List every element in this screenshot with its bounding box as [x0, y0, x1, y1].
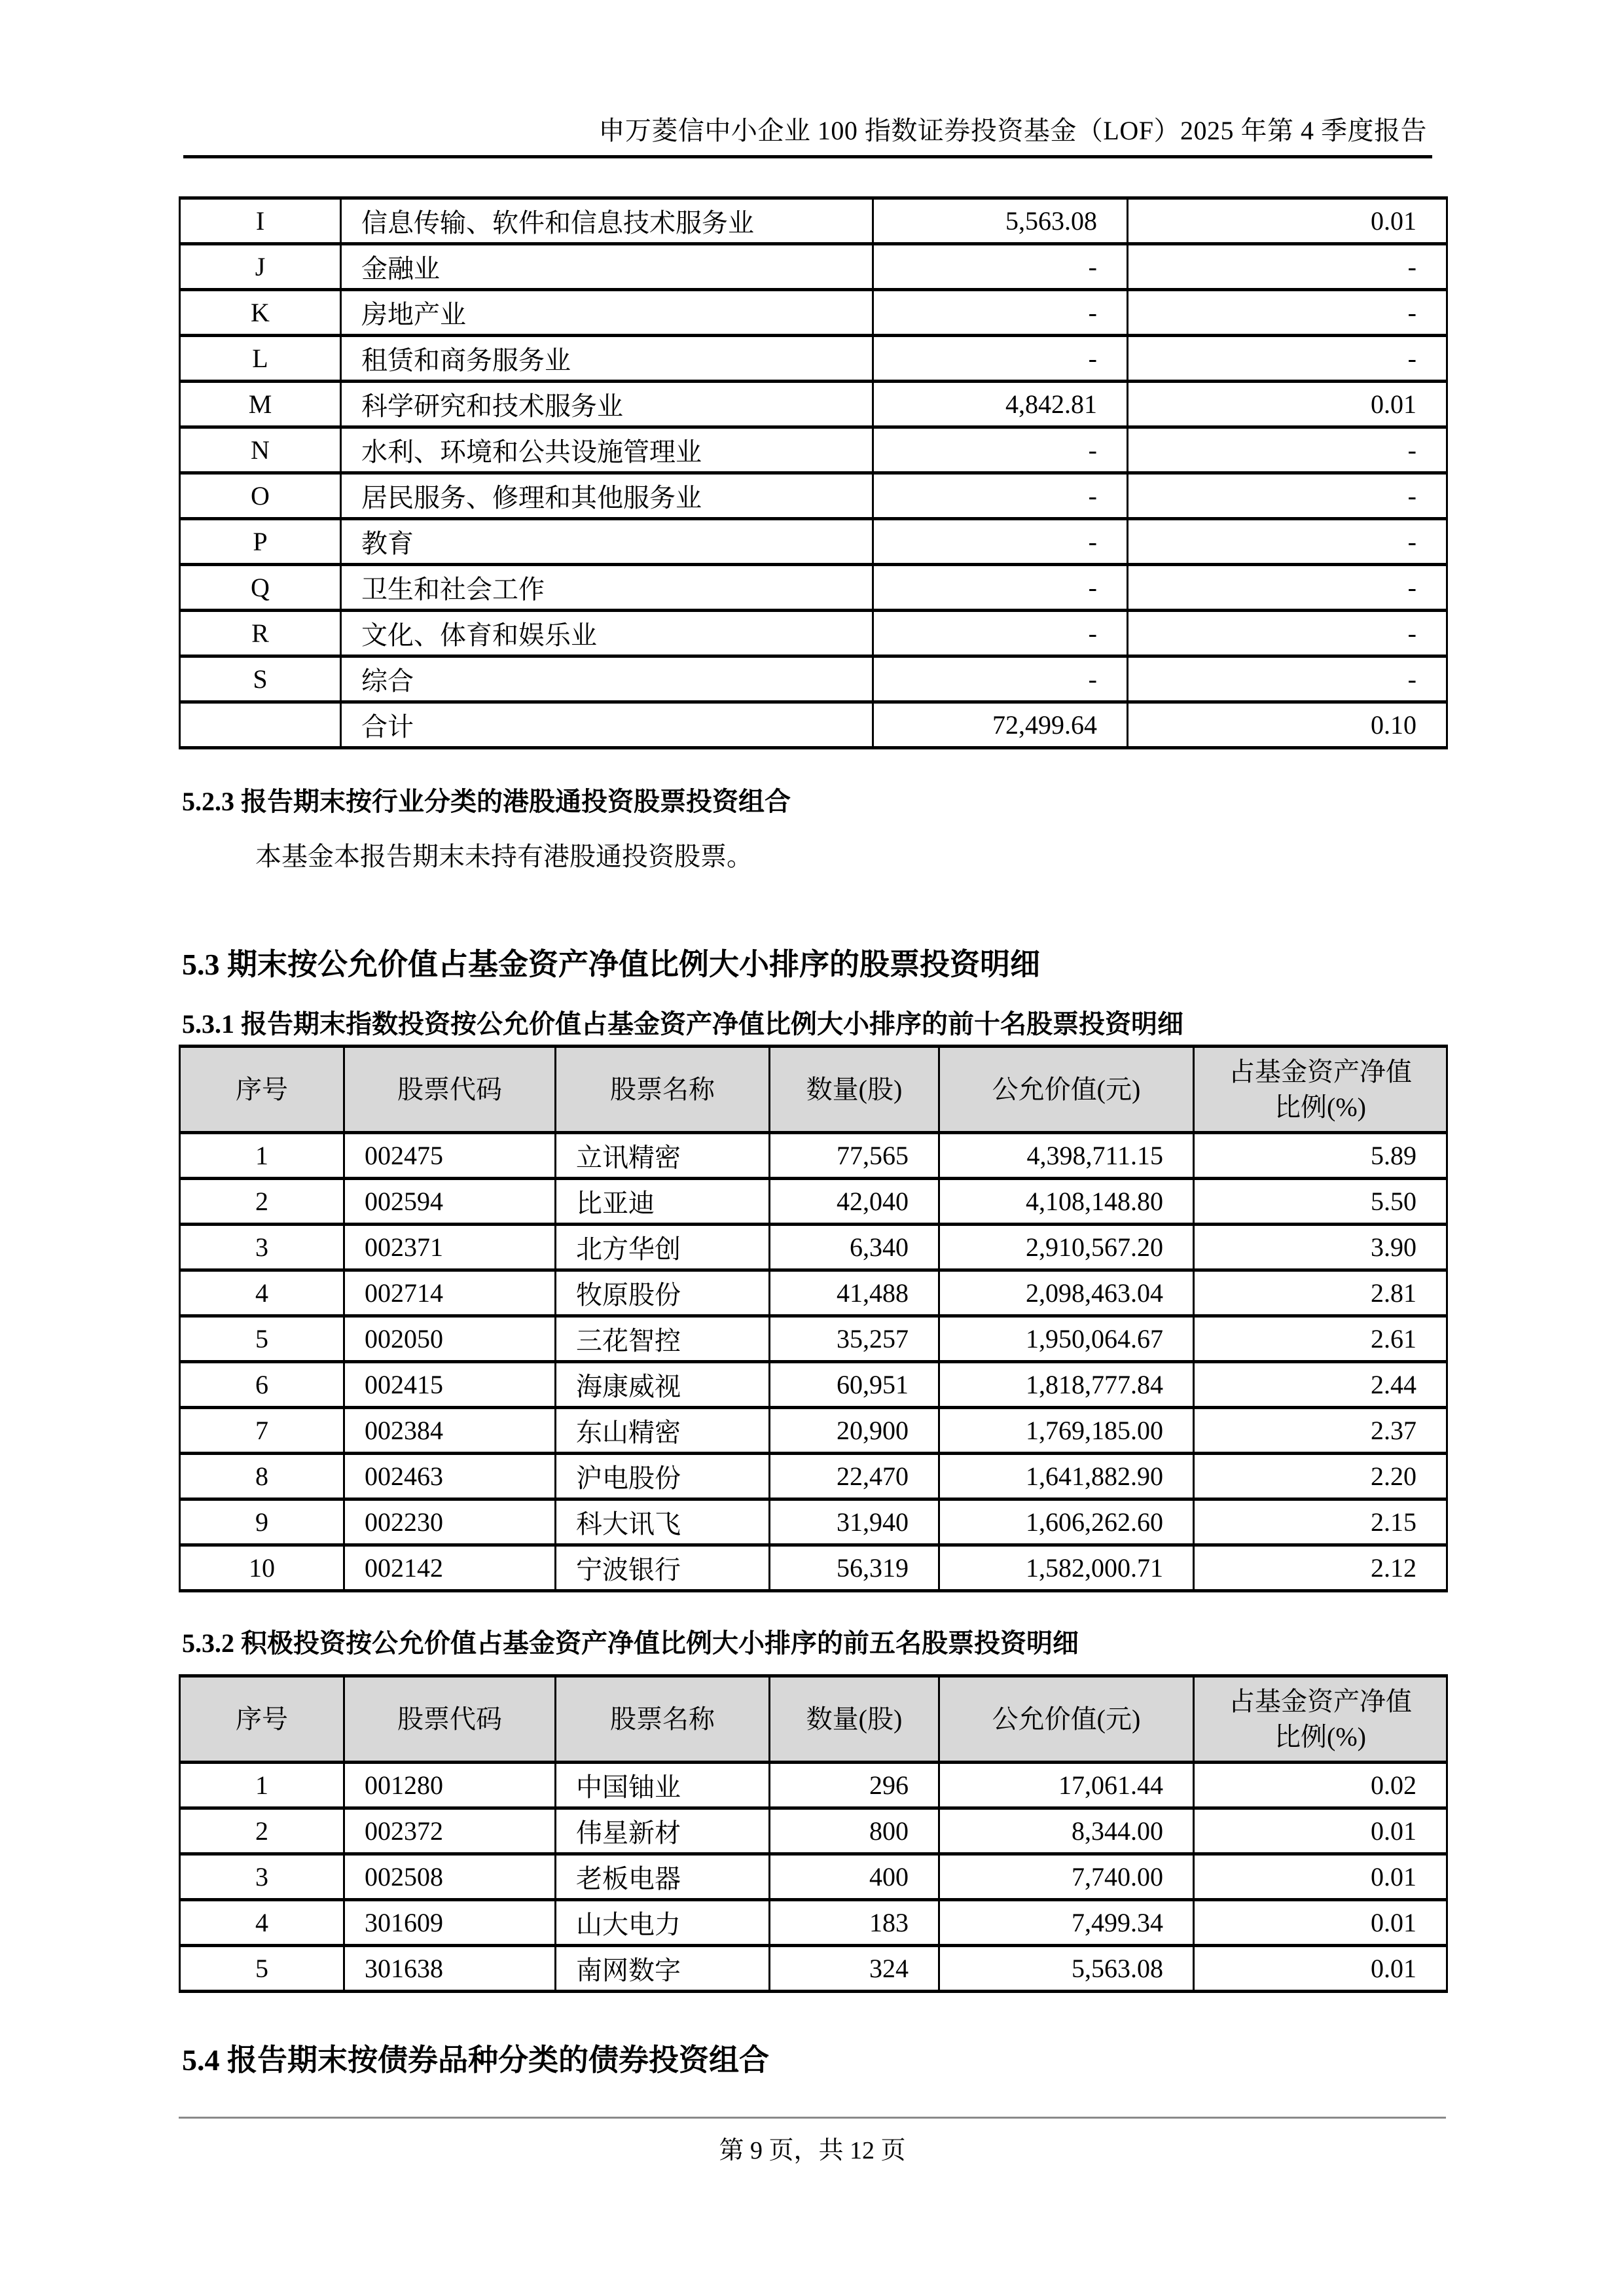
top5-table-body [180, 1763, 1447, 1992]
stock-code-cell: 301638 [344, 1946, 556, 1992]
industry-fair-value-cell: - [873, 427, 1128, 473]
stock-qty-cell: 35,257 [770, 1316, 939, 1362]
industry-fair-value-cell: - [873, 656, 1128, 702]
section-5-4-heading: 5.4 报告期末按债券品种分类的债券投资组合 [182, 2043, 769, 2077]
industry-table-row [180, 244, 1447, 290]
top5-table-row [180, 1900, 1447, 1946]
col-qty-header: 数量(股) [770, 1047, 939, 1133]
industry-ratio-cell: - [1128, 565, 1447, 611]
stock-qty-cell: 400 [770, 1854, 939, 1900]
index-top10-stocks-table [179, 1045, 1448, 1592]
section-5-2-3-body: 本基金本报告期末未持有港股通投资股票。 [255, 842, 753, 871]
stock-value-cell: 1,950,064.67 [939, 1316, 1194, 1362]
stock-code-cell: 002594 [344, 1179, 556, 1225]
stock-ratio-cell: 2.12 [1194, 1545, 1447, 1591]
stock-seq-cell: 8 [180, 1454, 344, 1499]
stock-name-cell: 牧原股份 [556, 1270, 770, 1316]
top5-table-row [180, 1946, 1447, 1992]
stock-ratio-cell: 5.50 [1194, 1179, 1447, 1225]
stock-seq-cell: 1 [180, 1763, 344, 1808]
industry-fair-value-cell: - [873, 244, 1128, 290]
industry-fair-value-cell: - [873, 473, 1128, 519]
stock-ratio-cell: 0.01 [1194, 1946, 1447, 1992]
industry-fair-value-cell: 5,563.08 [873, 198, 1128, 244]
stock-seq-cell: 1 [180, 1133, 344, 1179]
stock-value-cell: 1,582,000.71 [939, 1545, 1194, 1591]
industry-allocation-table [179, 196, 1448, 749]
industry-name-cell: 租赁和商务服务业 [341, 336, 873, 382]
industry-table-row [180, 427, 1447, 473]
stock-value-cell: 1,641,882.90 [939, 1454, 1194, 1499]
stock-ratio-cell: 5.89 [1194, 1133, 1447, 1179]
stock-ratio-cell: 2.20 [1194, 1454, 1447, 1499]
stock-ratio-cell: 2.44 [1194, 1362, 1447, 1408]
top10-table-row [180, 1225, 1447, 1270]
industry-name-cell: 房地产业 [341, 290, 873, 336]
section-5-3-2-heading: 5.3.2 积极投资按公允价值占基金资产净值比例大小排序的前五名股票投资明细 [182, 1628, 1079, 1658]
stock-code-cell: 002142 [344, 1545, 556, 1591]
top5-table-row [180, 1763, 1447, 1808]
industry-ratio-cell: - [1128, 427, 1447, 473]
running-header-title: 申万菱信中小企业 100 指数证券投资基金（LOF）2025 年第 4 季度报告 [598, 116, 1427, 145]
stock-value-cell: 4,398,711.15 [939, 1133, 1194, 1179]
stock-code-cell: 002050 [344, 1316, 556, 1362]
industry-ratio-cell: 0.01 [1128, 382, 1447, 427]
stock-name-cell: 山大电力 [556, 1900, 770, 1946]
industry-fair-value-cell: - [873, 611, 1128, 656]
stock-qty-cell: 60,951 [770, 1362, 939, 1408]
col-seq-header: 序号 [180, 1047, 344, 1133]
industry-code-cell: L [180, 336, 341, 382]
stock-ratio-cell: 0.02 [1194, 1763, 1447, 1808]
stock-qty-cell: 31,940 [770, 1499, 939, 1545]
stock-ratio-cell: 0.01 [1194, 1900, 1447, 1946]
stock-seq-cell: 3 [180, 1225, 344, 1270]
top10-table-row [180, 1316, 1447, 1362]
col-ratio-header [1194, 1047, 1447, 1133]
footer-rule [179, 2117, 1446, 2119]
industry-name-cell: 合计 [341, 702, 873, 748]
col-code-header: 股票代码 [344, 1676, 556, 1763]
industry-table-row [180, 473, 1447, 519]
col-qty-header: 数量(股) [770, 1676, 939, 1763]
stock-name-cell: 北方华创 [556, 1225, 770, 1270]
top10-table-row [180, 1545, 1447, 1591]
stock-code-cell: 002463 [344, 1454, 556, 1499]
section-5-2-3-heading: 5.2.3 报告期末按行业分类的港股通投资股票投资组合 [182, 787, 791, 816]
top10-table-body [180, 1133, 1447, 1591]
industry-ratio-cell: - [1128, 336, 1447, 382]
stock-seq-cell: 5 [180, 1316, 344, 1362]
industry-table-row [180, 656, 1447, 702]
col-ratio-header-line2: 比例(%) [1274, 1721, 1366, 1751]
col-ratio-header-line1: 占基金资产净值 [1229, 1056, 1412, 1086]
industry-fair-value-cell: 4,842.81 [873, 382, 1128, 427]
industry-fair-value-cell: - [873, 336, 1128, 382]
stock-value-cell: 1,818,777.84 [939, 1362, 1194, 1408]
stock-value-cell: 1,769,185.00 [939, 1408, 1194, 1454]
industry-code-cell [180, 702, 341, 748]
industry-ratio-cell: - [1128, 611, 1447, 656]
industry-table-row [180, 382, 1447, 427]
section-5-3-heading: 5.3 期末按公允价值占基金资产净值比例大小排序的股票投资明细 [182, 948, 1040, 981]
stock-ratio-cell: 2.61 [1194, 1316, 1447, 1362]
stock-ratio-cell: 2.81 [1194, 1270, 1447, 1316]
top5-table-row [180, 1854, 1447, 1900]
stock-value-cell: 8,344.00 [939, 1808, 1194, 1854]
industry-table-row [180, 198, 1447, 244]
stock-qty-cell: 20,900 [770, 1408, 939, 1454]
top5-table-row [180, 1808, 1447, 1854]
top10-table-row [180, 1499, 1447, 1545]
col-value-header: 公允价值(元) [939, 1047, 1194, 1133]
col-ratio-header-line1: 占基金资产净值 [1229, 1686, 1412, 1716]
page-number-footer: 第 9 页，共 12 页 [719, 2137, 906, 2164]
industry-ratio-cell: 0.01 [1128, 198, 1447, 244]
industry-table-row [180, 702, 1447, 748]
stock-value-cell: 5,563.08 [939, 1946, 1194, 1992]
stock-code-cell: 002714 [344, 1270, 556, 1316]
stock-code-cell: 002508 [344, 1854, 556, 1900]
col-ratio-header [1194, 1676, 1447, 1763]
stock-name-cell: 中国铀业 [556, 1763, 770, 1808]
top10-table-row [180, 1133, 1447, 1179]
industry-code-cell: M [180, 382, 341, 427]
industry-code-cell: I [180, 198, 341, 244]
stock-seq-cell: 2 [180, 1808, 344, 1854]
stock-name-cell: 东山精密 [556, 1408, 770, 1454]
industry-code-cell: R [180, 611, 341, 656]
top10-header-row [180, 1047, 1447, 1133]
stock-code-cell: 002384 [344, 1408, 556, 1454]
industry-name-cell: 综合 [341, 656, 873, 702]
stock-seq-cell: 4 [180, 1900, 344, 1946]
stock-qty-cell: 6,340 [770, 1225, 939, 1270]
top5-table-header [180, 1676, 1447, 1763]
stock-code-cell: 002371 [344, 1225, 556, 1270]
col-name-header: 股票名称 [556, 1047, 770, 1133]
stock-seq-cell: 2 [180, 1179, 344, 1225]
stock-qty-cell: 22,470 [770, 1454, 939, 1499]
stock-ratio-cell: 3.90 [1194, 1225, 1447, 1270]
stock-qty-cell: 41,488 [770, 1270, 939, 1316]
top10-table-row [180, 1179, 1447, 1225]
stock-seq-cell: 4 [180, 1270, 344, 1316]
industry-code-cell: S [180, 656, 341, 702]
industry-fair-value-cell: 72,499.64 [873, 702, 1128, 748]
section-5-3-1-heading: 5.3.1 报告期末指数投资按公允价值占基金资产净值比例大小排序的前十名股票投资明细 [182, 1009, 1183, 1039]
industry-table-row [180, 565, 1447, 611]
stock-value-cell: 4,108,148.80 [939, 1179, 1194, 1225]
stock-seq-cell: 5 [180, 1946, 344, 1992]
stock-value-cell: 7,499.34 [939, 1900, 1194, 1946]
stock-name-cell: 立讯精密 [556, 1133, 770, 1179]
stock-name-cell: 宁波银行 [556, 1545, 770, 1591]
top5-header-row [180, 1676, 1447, 1763]
industry-code-cell: K [180, 290, 341, 336]
stock-code-cell: 002415 [344, 1362, 556, 1408]
industry-table-row [180, 290, 1447, 336]
active-top5-stocks-table [179, 1674, 1448, 1993]
col-ratio-header-line2: 比例(%) [1274, 1092, 1366, 1122]
stock-seq-cell: 6 [180, 1362, 344, 1408]
top10-table-row [180, 1408, 1447, 1454]
stock-seq-cell: 10 [180, 1545, 344, 1591]
stock-value-cell: 17,061.44 [939, 1763, 1194, 1808]
stock-code-cell: 001280 [344, 1763, 556, 1808]
stock-name-cell: 伟星新材 [556, 1808, 770, 1854]
stock-name-cell: 老板电器 [556, 1854, 770, 1900]
industry-table-row [180, 336, 1447, 382]
industry-name-cell: 金融业 [341, 244, 873, 290]
stock-qty-cell: 324 [770, 1946, 939, 1992]
industry-ratio-cell: - [1128, 473, 1447, 519]
col-code-header: 股票代码 [344, 1047, 556, 1133]
top10-table-header [180, 1047, 1447, 1133]
stock-qty-cell: 183 [770, 1900, 939, 1946]
industry-fair-value-cell: - [873, 290, 1128, 336]
industry-ratio-cell: - [1128, 519, 1447, 565]
stock-seq-cell: 3 [180, 1854, 344, 1900]
stock-name-cell: 海康威视 [556, 1362, 770, 1408]
stock-name-cell: 三花智控 [556, 1316, 770, 1362]
industry-table-row [180, 611, 1447, 656]
industry-name-cell: 水利、环境和公共设施管理业 [341, 427, 873, 473]
industry-fair-value-cell: - [873, 565, 1128, 611]
stock-value-cell: 2,098,463.04 [939, 1270, 1194, 1316]
top10-table-row [180, 1454, 1447, 1499]
stock-qty-cell: 56,319 [770, 1545, 939, 1591]
stock-name-cell: 科大讯飞 [556, 1499, 770, 1545]
col-seq-header: 序号 [180, 1676, 344, 1763]
industry-table-row [180, 519, 1447, 565]
stock-seq-cell: 9 [180, 1499, 344, 1545]
stock-value-cell: 1,606,262.60 [939, 1499, 1194, 1545]
industry-fair-value-cell: - [873, 519, 1128, 565]
stock-seq-cell: 7 [180, 1408, 344, 1454]
stock-code-cell: 301609 [344, 1900, 556, 1946]
stock-qty-cell: 77,565 [770, 1133, 939, 1179]
stock-name-cell: 南网数字 [556, 1946, 770, 1992]
stock-name-cell: 沪电股份 [556, 1454, 770, 1499]
industry-name-cell: 科学研究和技术服务业 [341, 382, 873, 427]
industry-ratio-cell: - [1128, 656, 1447, 702]
industry-name-cell: 信息传输、软件和信息技术服务业 [341, 198, 873, 244]
top10-table-row [180, 1270, 1447, 1316]
col-name-header: 股票名称 [556, 1676, 770, 1763]
industry-name-cell: 卫生和社会工作 [341, 565, 873, 611]
industry-code-cell: O [180, 473, 341, 519]
stock-ratio-cell: 0.01 [1194, 1808, 1447, 1854]
stock-ratio-cell: 2.15 [1194, 1499, 1447, 1545]
stock-code-cell: 002372 [344, 1808, 556, 1854]
stock-qty-cell: 800 [770, 1808, 939, 1854]
industry-name-cell: 教育 [341, 519, 873, 565]
top10-table-row [180, 1362, 1447, 1408]
header-rule [183, 155, 1432, 158]
industry-name-cell: 文化、体育和娱乐业 [341, 611, 873, 656]
stock-ratio-cell: 2.37 [1194, 1408, 1447, 1454]
industry-code-cell: Q [180, 565, 341, 611]
industry-code-cell: J [180, 244, 341, 290]
industry-name-cell: 居民服务、修理和其他服务业 [341, 473, 873, 519]
industry-code-cell: P [180, 519, 341, 565]
industry-ratio-cell: - [1128, 290, 1447, 336]
stock-ratio-cell: 0.01 [1194, 1854, 1447, 1900]
stock-name-cell: 比亚迪 [556, 1179, 770, 1225]
industry-table-body [180, 198, 1447, 748]
stock-value-cell: 2,910,567.20 [939, 1225, 1194, 1270]
stock-qty-cell: 42,040 [770, 1179, 939, 1225]
industry-code-cell: N [180, 427, 341, 473]
stock-code-cell: 002230 [344, 1499, 556, 1545]
industry-ratio-cell: 0.10 [1128, 702, 1447, 748]
col-value-header: 公允价值(元) [939, 1676, 1194, 1763]
stock-qty-cell: 296 [770, 1763, 939, 1808]
stock-code-cell: 002475 [344, 1133, 556, 1179]
stock-value-cell: 7,740.00 [939, 1854, 1194, 1900]
industry-ratio-cell: - [1128, 244, 1447, 290]
